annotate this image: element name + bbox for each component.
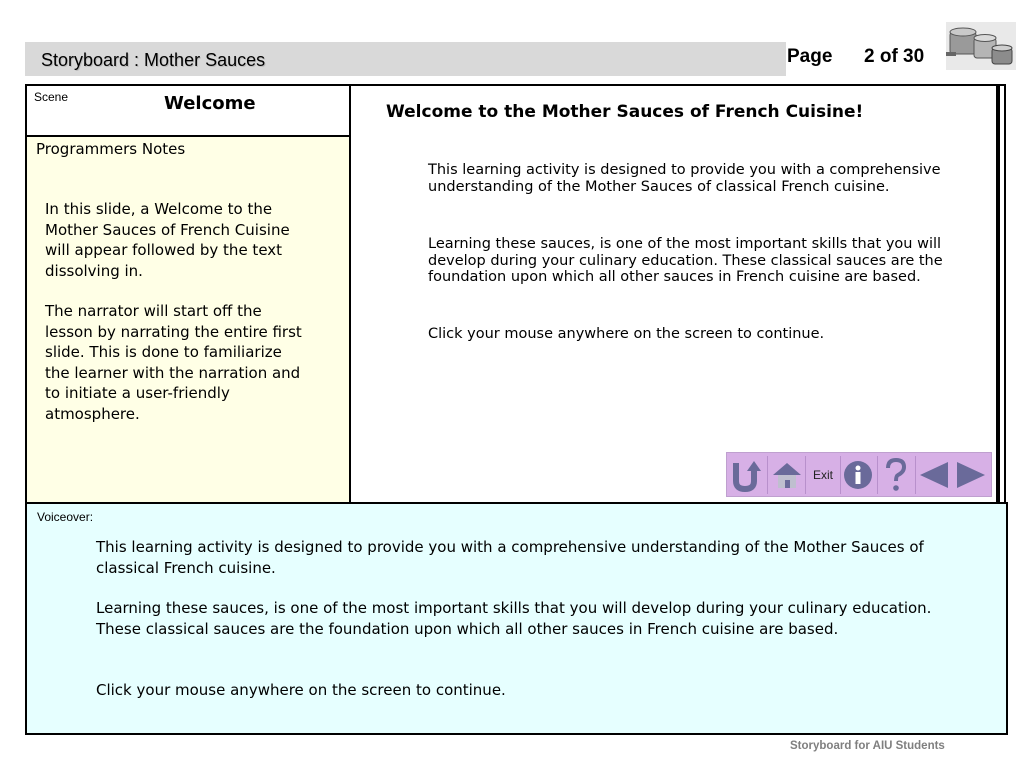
exit-label: Exit bbox=[812, 467, 833, 482]
home-icon bbox=[771, 459, 803, 491]
home-button[interactable] bbox=[769, 455, 805, 494]
footer-text: Storyboard for AIU Students bbox=[790, 740, 945, 752]
slide-edge bbox=[996, 84, 1008, 504]
info-button[interactable] bbox=[840, 455, 876, 494]
voiceover-paragraph: Click your mouse anywhere on the screen to continue. bbox=[96, 681, 506, 699]
nav-separator bbox=[915, 456, 916, 494]
nav-separator bbox=[805, 456, 806, 494]
page-number: 2 of 30 bbox=[864, 46, 925, 67]
page-label: Page bbox=[787, 46, 833, 67]
voiceover-paragraph: This learning activity is designed to provide you with a comprehensive understanding of the Mother Sauces of classical French cuisine. bbox=[96, 538, 924, 577]
scene-label: Scene bbox=[34, 90, 69, 104]
programmer-notes-paragraph: The narrator will start off the lesson by narrating the entire first slide. This is done to familiarize the learner with the narration and to initiate a user-friendly atmosphere. bbox=[45, 302, 302, 423]
slide-preview[interactable] bbox=[349, 84, 1000, 504]
info-icon bbox=[842, 459, 874, 491]
u-turn-icon bbox=[730, 457, 764, 493]
cooking-pots-icon bbox=[946, 22, 1016, 70]
scene-title: Welcome bbox=[164, 93, 256, 114]
programmer-notes-label: Programmers Notes bbox=[36, 140, 186, 158]
nav-separator bbox=[767, 456, 768, 494]
storyboard-title-bar bbox=[25, 42, 786, 76]
exit-button[interactable] bbox=[805, 455, 841, 494]
navigation-bar bbox=[726, 452, 992, 497]
next-arrow-icon bbox=[955, 459, 987, 491]
nav-separator bbox=[840, 456, 841, 494]
slide-heading: Welcome to the Mother Sauces of French Cuisine! bbox=[386, 102, 864, 122]
help-icon bbox=[881, 457, 911, 493]
slide-paragraph: Learning these sauces, is one of the most important skills that you will develop during your culinary education. These classical sauces are the foundation upon which all other sauces in French cuisine are based. bbox=[428, 236, 943, 285]
voiceover-box bbox=[25, 502, 1008, 735]
back-button[interactable] bbox=[916, 455, 952, 494]
back-arrow-icon bbox=[918, 459, 950, 491]
storyboard-title: Storyboard : Mother Sauces bbox=[41, 50, 266, 70]
help-button[interactable] bbox=[878, 455, 914, 494]
scene-box bbox=[25, 84, 351, 137]
voiceover-paragraph: Learning these sauces, is one of the most important skills that you will develop during your culinary education. These classical sauces are the foundation upon which all other sauces in French cuisine are based. bbox=[96, 599, 932, 638]
slide-paragraph: Click your mouse anywhere on the screen to continue. bbox=[428, 326, 825, 342]
next-button[interactable] bbox=[953, 455, 989, 494]
voiceover-label: Voiceover: bbox=[37, 510, 94, 524]
slide-paragraph: This learning activity is designed to provide you with a comprehensive understanding of the Mother Sauces of classical French cuisine. bbox=[428, 162, 941, 195]
programmer-notes-box bbox=[25, 135, 351, 504]
u-turn-button[interactable] bbox=[729, 455, 765, 494]
programmer-notes-paragraph: In this slide, a Welcome to the Mother Sauces of French Cuisine will appear followed by the text dissolving in. bbox=[45, 200, 290, 280]
nav-separator bbox=[877, 456, 878, 494]
